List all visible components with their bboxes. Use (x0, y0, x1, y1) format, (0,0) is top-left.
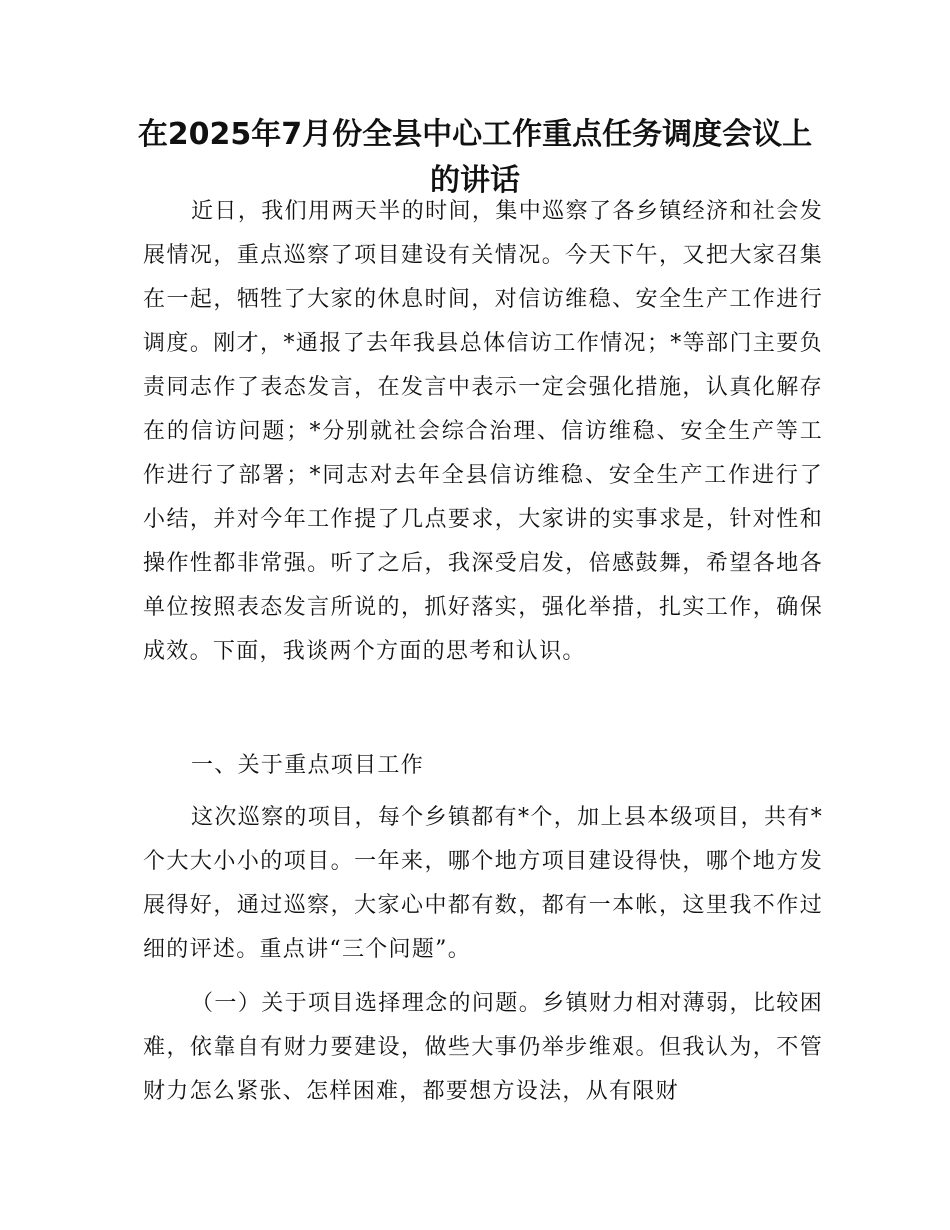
paragraph-intro: 近日，我们用两天半的时间，集中巡察了各乡镇经济和社会发展情况，重点巡察了项目建设有关情况。今天下午，又把大家召集在一起，牺牲了大家的休息时间，对信访维稳、安全生产工作进行调度。刚才，*通报了去年我县总体信访工作情况；*等部门主要负责同志作了表态发言，在发言中表示一定会强化措施，认真化解存在的信访问题；*分别就社会综合治理、信访维稳、安全生产等工作进行了部署；*同志对去年全县信访维稳、安全生产工作进行了小结，并对今年工作提了几点要求，大家讲的实事求是，针对性和操作性都非常强。听了之后，我深受启发，倍感鼓舞，希望各地各单位按照表态发言所说的，抓好落实，强化举措，扎实工作，确保成效。下面，我谈两个方面的思考和认识。 (143, 199, 823, 664)
paragraph-subsection-1: （一）关于项目选择理念的问题。乡镇财力相对薄弱，比较困难，依靠自有财力要建设，做些大事仍举步维艰。但我认为，不管财力怎么紧张、怎样困难，都要想方设法，从有限财 (143, 991, 823, 1104)
document-title: 在2025年7月份全县中心工作重点任务调度会议上的讲话 (137, 117, 813, 198)
section-heading: 一、关于重点项目工作 (191, 753, 425, 778)
paragraph-projects: 这次巡察的项目，每个乡镇都有*个，加上县本级项目，共有*个大大小小的项目。一年来，哪个地方项目建设得快，哪个地方发展得好，通过巡察，大家心中都有数，都有一本帐，这里我不作过细的评述。重点讲“三个问题”。 (143, 805, 823, 962)
